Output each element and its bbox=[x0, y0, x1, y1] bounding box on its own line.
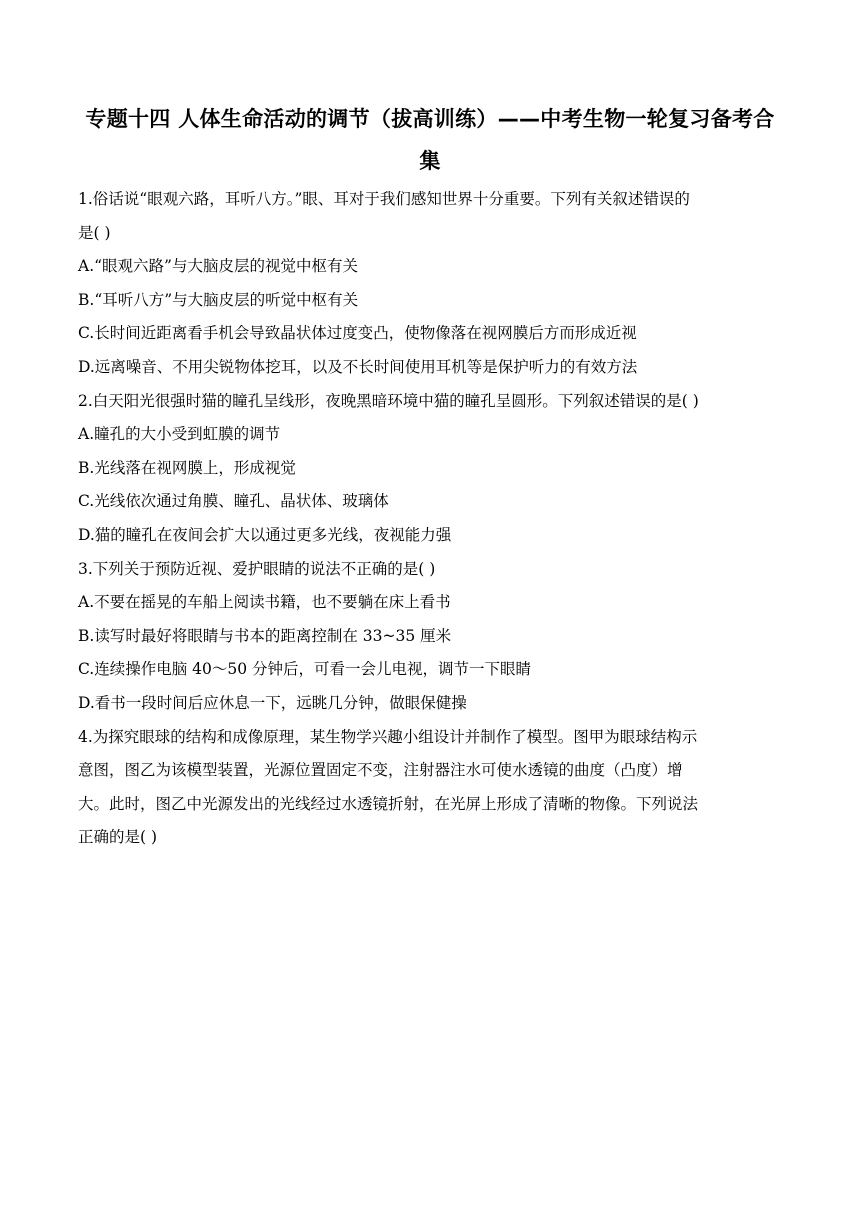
question-2-option-a: A.瞳孔的大小受到虹膜的调节 bbox=[78, 425, 281, 444]
question-1-option-b: B.“耳听八方”与大脑皮层的听觉中枢有关 bbox=[78, 290, 359, 309]
question-4-stem-line-1: 4.为探究眼球的结构和成像原理，某生物学兴趣小组设计并制作了模型。图甲为眼球结构示 bbox=[78, 727, 698, 746]
title-line-2: 集 bbox=[419, 149, 441, 173]
question-2-option-b: B.光线落在视网膜上，形成视觉 bbox=[78, 458, 296, 477]
question-1-stem-line-1: 1.俗话说“眼观六路，耳听八方。”眼、耳对于我们感知世界十分重要。下列有关叙述错误的 bbox=[78, 190, 690, 208]
question-2 bbox=[78, 385, 782, 553]
question-3-option-c: C.连续操作电脑 40～50 分钟后，可看一会儿电视，调节一下眼睛 bbox=[78, 660, 532, 679]
question-3-option-a: A.不要在摇晃的车船上阅读书籍，也不要躺在床上看书 bbox=[78, 593, 451, 612]
question-1-option-d: D.远离噪音、不用尖锐物体挖耳，以及不长时间使用耳机等是保护听力的有效方法 bbox=[78, 357, 638, 376]
question-2-stem-line-1: 2.白天阳光很强时猫的瞳孔呈线形，夜晚黑暗环境中猫的瞳孔呈圆形。下列叙述错误的是( ) bbox=[78, 391, 699, 410]
question-1 bbox=[78, 183, 782, 385]
question-3-option-b: B.读写时最好将眼睛与书本的距离控制在 33~35 厘米 bbox=[78, 626, 452, 645]
question-3 bbox=[78, 553, 782, 721]
question-4-stem-line-3: 大。此时，图乙中光源发出的光线经过水透镜折射，在光屏上形成了清晰的物像。下列说法 bbox=[78, 794, 699, 813]
question-1-option-a: A.“眼观六路”与大脑皮层的视觉中枢有关 bbox=[78, 257, 358, 276]
question-1-option-c: C.长时间近距离看手机会导致晶状体过度变凸，使物像落在视网膜后方而形成近视 bbox=[78, 324, 637, 343]
question-1-stem-line-2: 是( ) bbox=[78, 223, 111, 242]
question-2-option-d: D.猫的瞳孔在夜间会扩大以通过更多光线，夜视能力强 bbox=[78, 525, 452, 544]
question-3-option-d: D.看书一段时间后应休息一下，远眺几分钟，做眼保健操 bbox=[78, 693, 467, 712]
question-4-stem-line-4: 正确的是( ) bbox=[78, 828, 158, 847]
question-3-stem-line-1: 3.下列关于预防近视、爱护眼睛的说法不正确的是( ) bbox=[78, 559, 436, 578]
question-4 bbox=[78, 721, 782, 855]
document-title bbox=[78, 98, 782, 182]
question-list bbox=[78, 183, 782, 855]
title-line-1: 专题十四 人体生命活动的调节（拔高训练）——中考生物一轮复习备考合 bbox=[85, 107, 775, 131]
question-2-option-c: C.光线依次通过角膜、瞳孔、晶状体、玻璃体 bbox=[78, 492, 389, 511]
question-4-stem-line-2: 意图，图乙为该模型装置，光源位置固定不变，注射器注水可使水透镜的曲度（凸度）增 bbox=[78, 761, 683, 780]
